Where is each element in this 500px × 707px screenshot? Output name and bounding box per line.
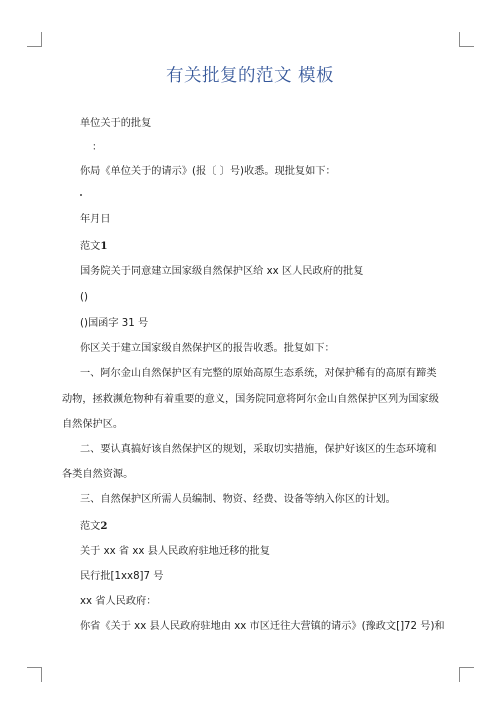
- example-label: 范文: [80, 521, 101, 532]
- crop-mark-bottom-left: [27, 667, 42, 682]
- line-civil-doc-number: 民行批[1xx8]7 号: [80, 571, 164, 582]
- line-date: 年月日: [80, 214, 111, 225]
- line-point-2a: 二、要认真搞好该自然保护区的规划，采取切实措施，保护好该区的生态环境和: [80, 444, 437, 455]
- line-request-received: 你局《单位关于的请示》(报〔 〕号)收悉。现批复如下：: [80, 166, 336, 177]
- line-point-1b: 动物，拯救濒危物种有着重要的意义，国务院同意将阿尔金山自然保护区列为国家级: [62, 394, 439, 405]
- line-report-received: 你区关于建立国家级自然保护区的报告收悉。批复如下：: [80, 343, 335, 354]
- crop-mark-top-right: [459, 32, 474, 47]
- line-point-1c: 自然保护区。: [62, 419, 124, 430]
- example-heading-2: [80, 519, 107, 534]
- line-colon: ：: [92, 142, 103, 153]
- line-unit-reply: 单位关于的批复: [80, 118, 152, 129]
- line-doc-number: ()国函字 31 号: [80, 318, 149, 329]
- line-state-council-reply: 国务院关于同意建立国家级自然保护区给 xx 区人民政府的批复: [80, 266, 364, 277]
- document-title: 有关批复的范文 模板: [165, 66, 335, 86]
- example-label: 范文: [80, 241, 101, 252]
- bullet-dot: [80, 194, 82, 196]
- line-point-3: 三、自然保护区所需人员编制、物资、经费、设备等纳入你区的计划。: [80, 494, 396, 505]
- example-number: 1: [100, 240, 108, 252]
- line-addressee: xx 省人民政府：: [80, 596, 157, 607]
- crop-mark-top-left: [27, 32, 42, 47]
- example-number: 2: [100, 520, 108, 532]
- line-point-2b: 各类自然资源。: [62, 469, 134, 480]
- line-parentheses: (): [80, 292, 88, 303]
- line-point-1a: 一、阿尔金山自然保护区有完整的原始高原生态系统，对保护稀有的高原有蹄类: [80, 368, 437, 379]
- example-heading-1: [80, 239, 107, 254]
- line-request-body: 你省《关于 xx 县人民政府驻地由 xx 市区迁往大营镇的请示》(豫政文[]72 号)和: [80, 621, 445, 632]
- crop-mark-bottom-right: [459, 667, 474, 682]
- line-relocation-reply: 关于 xx 省 xx 县人民政府驻地迁移的批复: [80, 546, 270, 557]
